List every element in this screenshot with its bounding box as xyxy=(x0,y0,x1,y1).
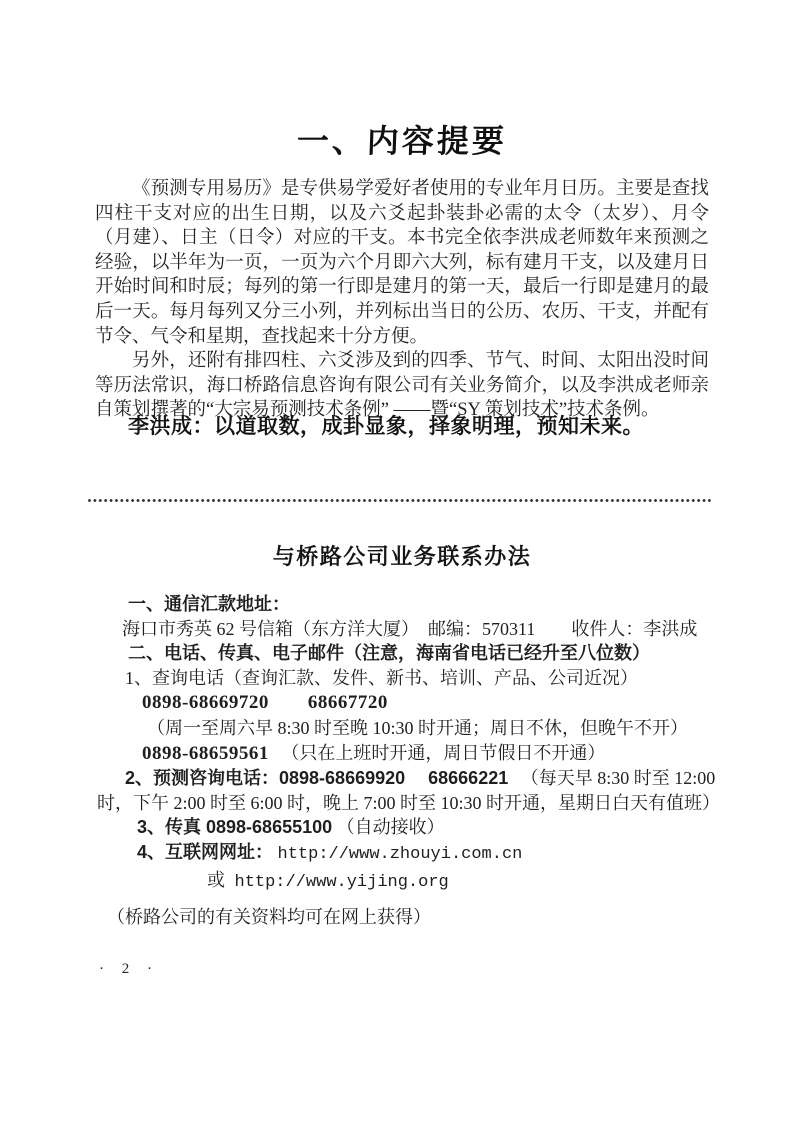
phone-note: （每天早 8:30 时至 12:00 xyxy=(520,768,716,789)
contact-line-text: 二、电话、传真、电子邮件（注意，海南省电话已经升至八位数） xyxy=(128,643,650,664)
contact-heading: 与桥路公司业务联系办法 xyxy=(272,544,532,569)
contact-line-text: （桥路公司的有关资料均可在网上获得） xyxy=(107,907,431,928)
contact-line-text: 一、通信汇款地址： xyxy=(128,594,290,614)
website-url: http://www.zhouyi.com.cn xyxy=(277,844,523,864)
contact-line-text: 1、查询电话（查询汇款、发件、新书、培训、产品、公司近况） xyxy=(125,667,638,688)
contact-line-online-note xyxy=(95,905,735,930)
contact-line-phone-fax-email-label xyxy=(95,641,735,666)
contact-line-inquiry-phone-hours xyxy=(95,716,735,741)
page-number: · 2 · xyxy=(99,961,159,977)
fax-note: （自动接收） xyxy=(336,817,445,838)
summary-body xyxy=(95,177,709,423)
contact-line-text: 海口市秀英 62 号信箱（东方洋大厦） 邮编：570311 收件人：李洪成 xyxy=(122,618,698,639)
contact-line-fax xyxy=(95,815,735,840)
contact-line-mailing-address-label xyxy=(95,592,735,617)
contact-line-text: 时，下午 2:00 时至 6:00 时，晚上 7:00 时至 10:30 时开通，星期日白天有值班） xyxy=(97,792,721,813)
summary-paragraph-1: 《预测专用易历》是专供易学爱好者使用的专业年月日历。主要是查找四柱干支对应的出生日期，以及六爻起卦装卦必需的太令（太岁）、月令（月建）、日主（日令）对应的干支。本书完全依李洪成老师数年来预测之经验，以半年为一页，一页为六个月即六大列，标有建月干支，以及建月日开始时间和时辰；每列的第一行即是建月的第一天，最后一行即是建月的最后一天。每月每列又分三小列，并列标出当日的公历、农历、干支，并配有节令、气令和星期，查找起来十分方便。 xyxy=(95,179,709,347)
fax-label: 3、传真 0898-68655100 xyxy=(137,817,333,838)
contact-line-inquiry-phone-numbers xyxy=(95,690,735,716)
contact-line-mailing-address xyxy=(95,617,735,642)
contact-line-forecast-phone xyxy=(95,766,735,791)
website-alt-prefix: 或 xyxy=(207,869,225,890)
contact-line-inquiry-phone-label xyxy=(95,666,735,691)
page-title: 一、内容提要 xyxy=(296,122,508,160)
phone-number: 0898-68659561 xyxy=(142,742,269,764)
phone-label: 2、预测咨询电话：0898-68669920 68666221 xyxy=(125,768,509,789)
contact-line-office-phone xyxy=(95,741,735,767)
contact-line-forecast-phone-hours xyxy=(95,791,735,816)
website-alt-url: http://www.yijing.org xyxy=(234,872,449,892)
phone-note: （只在上班时开通，周日节假日不开通） xyxy=(281,742,606,763)
contact-section xyxy=(95,592,735,930)
contact-line-text: （周一至周六早 8:30 时至晚 10:30 时开通；周日不休，但晚午不开） xyxy=(147,717,688,738)
contact-line-website xyxy=(95,840,735,868)
phone-number: 0898-68669720 68667720 xyxy=(142,692,388,714)
author-statement: 李洪成：以道取数，成卦显象，择象明理，预知未来。 xyxy=(128,414,644,438)
summary-paragraph-2: 另外，还附有排四柱、六爻涉及到的四季、节气、时间、太阳出没时间等历法常识，海口桥路信息咨询有限公司有关业务简介，以及李洪成老师亲自策划撰著的“大宗易预测技术条例” ——暨“SY 策划技术”技术条例。 xyxy=(95,351,709,421)
dotted-divider xyxy=(88,498,712,503)
contact-line-website-alt xyxy=(95,868,735,896)
website-label: 4、互联网网址： xyxy=(137,841,274,862)
